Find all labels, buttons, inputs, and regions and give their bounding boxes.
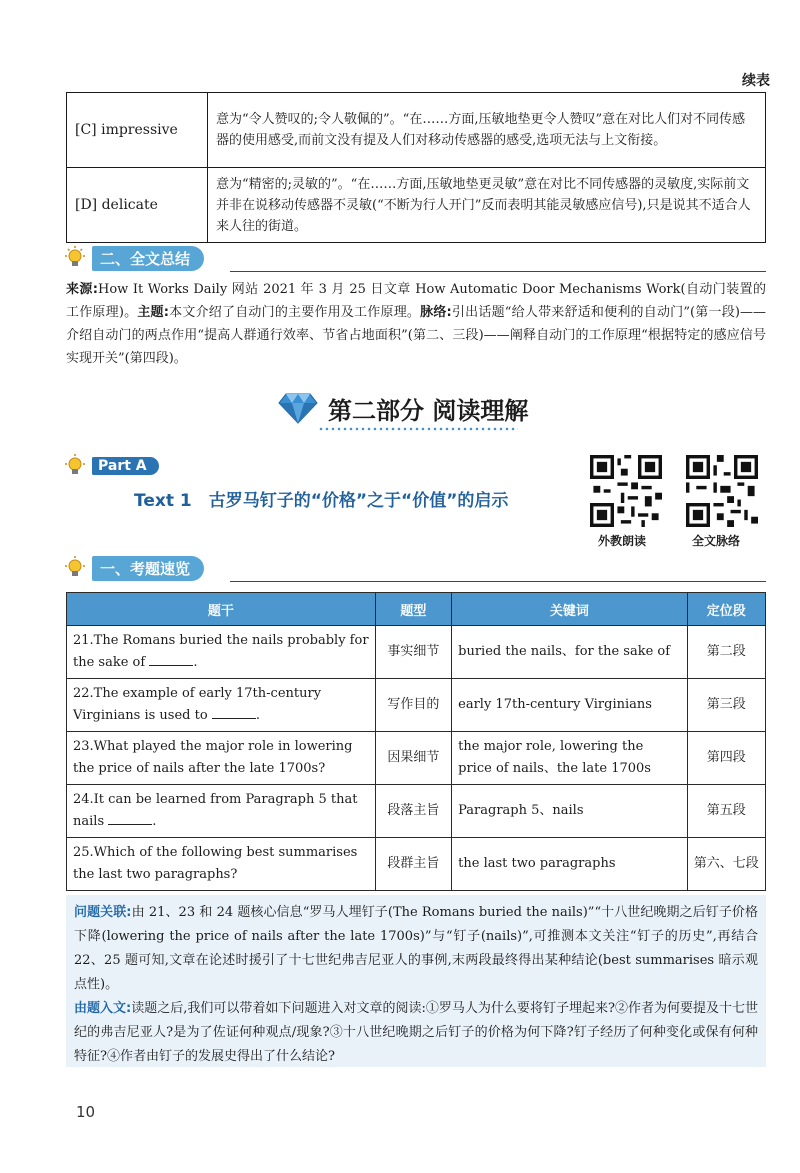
section-title: 一、考题速览 <box>92 556 204 581</box>
question-table <box>66 592 766 891</box>
column-header: 题干 <box>67 593 376 626</box>
part-title-text: 第二部分 阅读理解 <box>328 396 529 425</box>
page-number: 10 <box>76 1103 96 1121</box>
table-row <box>67 93 766 168</box>
link-label: 问题关联: <box>74 905 132 920</box>
lightbulb-icon <box>62 555 88 581</box>
paragraph-cell: 第三段 <box>687 679 765 732</box>
lightbulb-icon <box>62 453 88 479</box>
part-title <box>278 388 528 428</box>
theme-label: 主题: <box>137 305 169 320</box>
paragraph-cell: 第六、七段 <box>687 838 765 891</box>
table-row <box>67 785 766 838</box>
option-cell: [D] delicate <box>67 168 208 243</box>
context-text: 引出话题“给人带来舒适和便利的自动门”(第一段)——介绍自动门的两点作用“提高人群通行效率、节省占地面积”(第二、三段)——阐释自动门的工作原理“根据特定的感应信号实现开关”(第四段)。 <box>66 305 767 366</box>
qr-caption: 外教朗读 <box>598 534 647 548</box>
explanation-cell: 意为“令人赞叹的;令人敬佩的”。“在……方面,压敏地垫更令人赞叹”意在对比人们对不同传感器的使用感受,而前文没有提及人们对移动传感器的感受,选项无法与上文衔接。 <box>208 93 766 168</box>
context-label: 脉络: <box>420 305 452 320</box>
diamond-icon <box>278 392 318 424</box>
paragraph-cell: 第二段 <box>687 626 765 679</box>
source-text: How It Works Daily 网站 2021 年 3 月 25 日文章 How Automatic Door Mechanisms Work(自动门装置的工作原理)。 <box>66 282 766 320</box>
link-text: 由 21、23 和 24 题核心信息“罗马人埋钉子(The Romans buried the nails)”“十八世纪晚期之后钉子价格下降(lowering the price of nails after the late 1700s)”与“钉子(nails)”,可推测本文关注“钉子的历史”,再结合 22、25 题可知,文章在论述时援引了十七世纪弗吉尼亚人的事例,末两段最终得出某种结论(best summarises 暗示观点性)。 <box>74 905 758 992</box>
enter-label: 由题入文: <box>74 1001 132 1016</box>
table-row <box>67 679 766 732</box>
source-label: 来源: <box>66 282 99 297</box>
type-cell: 段落主旨 <box>375 785 451 838</box>
divider <box>230 271 766 272</box>
summary-paragraph <box>66 278 766 370</box>
analysis-box <box>66 895 766 1067</box>
table-header-row <box>67 593 766 626</box>
part-a-label: Part A <box>92 457 159 475</box>
part-a-header <box>62 452 159 480</box>
section-header-overview <box>62 554 204 582</box>
divider <box>230 581 766 582</box>
paragraph-cell: 第四段 <box>687 732 765 785</box>
enter-text: 读题之后,我们可以带着如下问题进入对文章的阅读:①罗马人为什么要将钉子埋起来?②作者为何要提及十七世纪的弗吉尼亚人?是为了佐证何种观点/现象?③十八世纪晚期之后钉子的价格为何下降?钉子经历了何种变化或保有何种特征?④作者由钉子的发展史得出了什么结论? <box>74 1001 759 1064</box>
option-table <box>66 92 766 243</box>
answer-blank <box>212 718 256 719</box>
qr-code-icon[interactable] <box>590 455 662 527</box>
table-row <box>67 838 766 891</box>
stem-cell: 24.It can be learned from Paragraph 5 that nails . <box>67 785 376 838</box>
stem-cell: 25.Which of the following best summarises the last two paragraphs? <box>67 838 376 891</box>
column-header: 关键词 <box>452 593 687 626</box>
dotted-underline <box>318 427 518 431</box>
paragraph-cell: 第五段 <box>687 785 765 838</box>
qr-code-icon[interactable] <box>686 455 758 527</box>
table-row <box>67 626 766 679</box>
keywords-cell: the last two paragraphs <box>452 838 687 891</box>
keywords-cell: the major role, lowering the price of nails、the late 1700s <box>452 732 687 785</box>
lightbulb-icon <box>62 245 88 271</box>
table-row <box>67 732 766 785</box>
column-header: 题型 <box>375 593 451 626</box>
keywords-cell: buried the nails、for the sake of <box>452 626 687 679</box>
stem-cell: 23.What played the major role in lowering the price of nails after the late 1700s? <box>67 732 376 785</box>
type-cell: 因果细节 <box>375 732 451 785</box>
type-cell: 写作目的 <box>375 679 451 732</box>
stem-cell: 21.The Romans buried the nails probably for the sake of . <box>67 626 376 679</box>
explanation-cell: 意为“精密的;灵敏的”。“在……方面,压敏地垫更灵敏”意在对比不同传感器的灵敏度,实际前文并非在说移动传感器不灵敏(“不断为行人开门”反而表明其能灵敏感应信号),只是说其不适合人来人往的街道。 <box>208 168 766 243</box>
type-cell: 事实细节 <box>375 626 451 679</box>
qr-caption: 全文脉络 <box>692 534 741 548</box>
table-row <box>67 168 766 243</box>
answer-blank <box>149 665 193 666</box>
option-cell: [C] impressive <box>67 93 208 168</box>
theme-text: 本文介绍了自动门的主要作用及工作原理。 <box>168 305 421 320</box>
column-header: 定位段 <box>687 593 765 626</box>
answer-blank <box>108 824 152 825</box>
section-header-summary <box>62 244 204 272</box>
section-title: 二、全文总结 <box>92 246 204 271</box>
keywords-cell: Paragraph 5、nails <box>452 785 687 838</box>
keywords-cell: early 17th-century Virginians <box>452 679 687 732</box>
text-title: Text 1 古罗马钉子的“价格”之于“价值”的启示 <box>134 491 509 511</box>
continued-label: 续表 <box>742 73 770 89</box>
stem-cell: 22.The example of early 17th-century Virginians is used to . <box>67 679 376 732</box>
type-cell: 段群主旨 <box>375 838 451 891</box>
